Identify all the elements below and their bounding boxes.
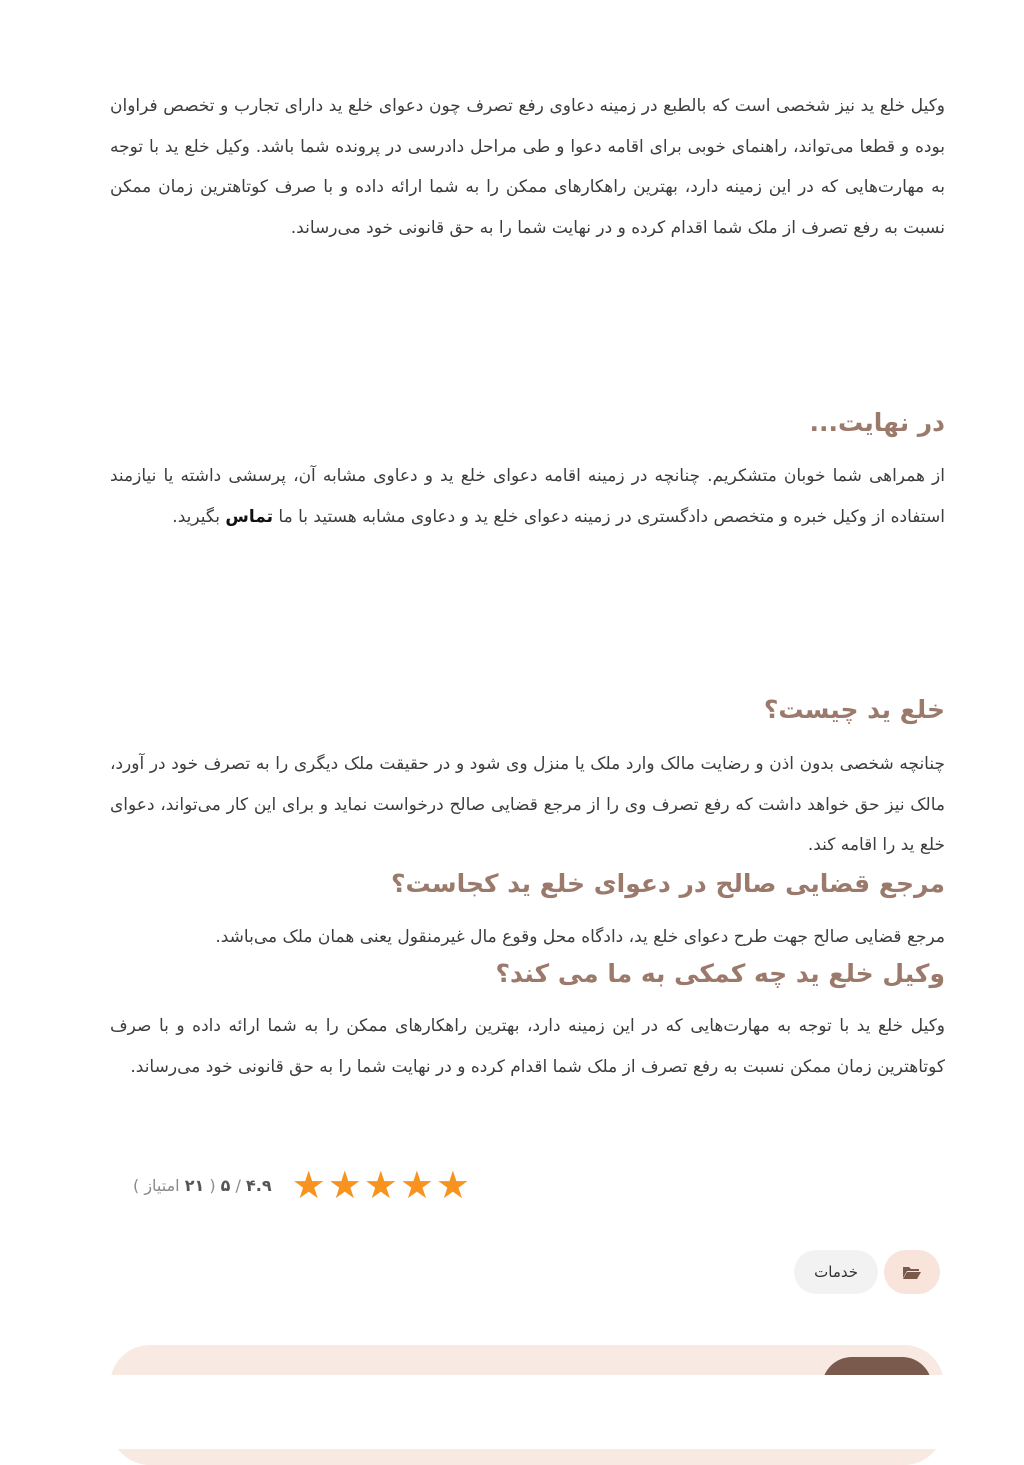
court-heading: مرجع قضایی صالح در دعوای خلع ید کجاست؟ [391,869,945,898]
lawyer-help-paragraph: وکیل خلع ید با توجه به مهارت‌هایی که در این زمینه دارد، بهترین راهکارهای ممکن را به شما ارائه داده و با صرف کوتاهترین زمان ممکن نسبت به رفع تصرف از ملک شما اقدام کرده و در نهایت شما را به حق قانونی خود می‌رساند. [110,1016,945,1077]
rating-open: ( [209,1175,216,1195]
conclusion-text: از همراهی شما خوبان متشکریم. چنانچه در زمینه اقامه دعوای خلع ید و دعاوی مشابه آن، پرسشی داشته یا نیازمند استفاده از وکیل خبره و متخصص دادگستری در زمینه دعوای خلع ید و دعاوی مشابه هستید با ما [110,466,945,527]
rating-score [133,1176,272,1195]
rating-max: ۵ [220,1175,231,1195]
conclusion-paragraph [110,456,945,537]
what-is-heading: خلع ید چیست؟ [763,695,945,724]
star-icon[interactable]: ★ [363,1163,398,1207]
rating-count-label: امتیاز [144,1175,180,1195]
category-tag-services[interactable]: خدمات [794,1250,878,1294]
rating-stars[interactable] [292,1165,470,1205]
rating-sep: / [235,1175,241,1195]
rating-count: ۲۱ [184,1175,205,1195]
rating-value: ۴.۹ [246,1175,272,1195]
post-categories [794,1250,940,1294]
star-icon[interactable]: ★ [435,1163,470,1207]
rating-close: ) [132,1175,140,1195]
conclusion-heading: در نهایت... [809,408,945,437]
conclusion-text-end: بگیرید. [172,506,226,527]
folder-open-icon [884,1250,940,1294]
court-paragraph: مرجع قضایی صالح جهت طرح دعوای خلع ید، دادگاه محل وقوع مال غیرمنقول یعنی همان ملک می‌باشد. [215,927,945,947]
star-icon[interactable]: ★ [327,1163,362,1207]
contact-link[interactable]: تماس [225,506,274,527]
star-icon[interactable]: ★ [399,1163,434,1207]
post-rating [120,1165,470,1205]
lawyer-help-heading: وکیل خلع ید چه کمکی به ما می کند؟ [495,959,945,988]
viewport-clip [0,1375,1024,1449]
intro-paragraph: وکیل خلع ید نیز شخصی است که بالطبع در زمینه دعاوی رفع تصرف چون دعوای خلع ید دارای تجارب و تخصص فراوان بوده و قطعا می‌تواند، راهنمای خوبی برای اقامه دعوا و طی مراحل دادرسی در پرونده شما باشد. وکیل خلع ید با توجه به مهارت‌هایی که در این زمینه دارد، بهترین راهکارهای ممکن را به شما ارائه داده و با صرف کوتاهترین زمان ممکن نسبت به رفع تصرف از ملک شما اقدام کرده و در نهایت شما را به حق قانونی خود می‌رساند. [110,96,945,238]
what-is-paragraph: چنانچه شخصی بدون اذن و رضایت مالک وارد ملک یا منزل وی شود و در حقیقت ملک دیگری را به تصرف خود در آورد، مالک نیز حق خواهد داشت که رفع تصرف وی را از مرجع قضایی صالح درخواست نماید و برای این کار می‌تواند، دعوای خلع ید را اقامه کند. [110,754,945,856]
star-icon[interactable]: ★ [291,1163,326,1207]
